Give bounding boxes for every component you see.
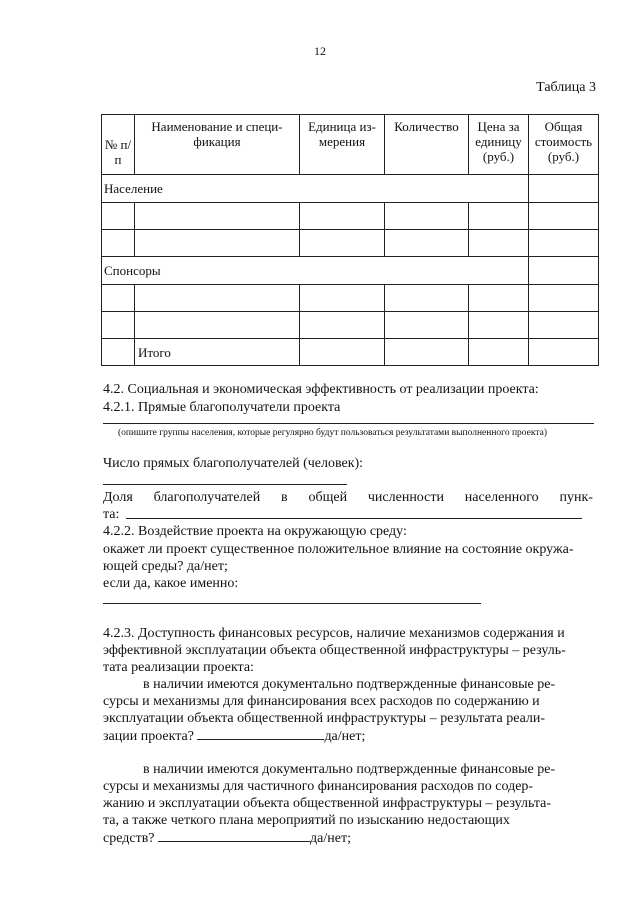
option2-line2: сурсы и механизмы для частичного финансирования расходов по содер- bbox=[103, 779, 534, 794]
env-question-line2: ющей среды? да/нет; bbox=[103, 559, 228, 574]
section-row-sponsors bbox=[102, 257, 599, 285]
option1-line3: эксплуатации объекта общественной инфраструктуры – результата реали- bbox=[103, 711, 546, 726]
table-cell bbox=[529, 175, 599, 203]
share-word: пунк- bbox=[559, 490, 593, 505]
answer-line-beneficiaries[interactable] bbox=[103, 423, 594, 424]
share-word: Доля bbox=[103, 490, 133, 505]
table-row bbox=[102, 312, 599, 339]
table-cell bbox=[469, 312, 529, 339]
table-cell bbox=[529, 339, 599, 366]
table-cell bbox=[102, 203, 135, 230]
table-cell bbox=[135, 203, 300, 230]
table-header-row bbox=[102, 115, 599, 175]
option1-line2: сурсы и механизмы для финансирования всех расходов по содержанию и bbox=[103, 694, 540, 709]
section-4-2-2-heading: 4.2.2. Воздействие проекта на окружающую среду: bbox=[103, 524, 407, 539]
answer-line-share[interactable] bbox=[126, 518, 582, 519]
table-cell bbox=[529, 203, 599, 230]
section-4-2-3-line1: 4.2.3. Доступность финансовых ресурсов, наличие механизмов содержания и bbox=[103, 626, 565, 641]
option1-question: зации проекта? bbox=[103, 729, 194, 744]
table-cell bbox=[300, 203, 385, 230]
table-row bbox=[102, 285, 599, 312]
section-4-2-1-heading: 4.2.1. Прямые благополучатели проекта bbox=[103, 400, 341, 415]
share-label-end: та: bbox=[103, 507, 120, 522]
table-cell bbox=[385, 230, 469, 257]
table-cell bbox=[102, 285, 135, 312]
share-word: населенного bbox=[464, 490, 539, 505]
table-cell bbox=[385, 285, 469, 312]
header-number: № п/п bbox=[102, 115, 135, 175]
table-cell bbox=[529, 257, 599, 285]
table-cell bbox=[135, 285, 300, 312]
env-question-line3: если да, какое именно: bbox=[103, 576, 239, 591]
share-word: численности bbox=[367, 490, 444, 505]
option1-question-line bbox=[103, 727, 365, 745]
table-cell bbox=[469, 230, 529, 257]
total-label: Итого bbox=[135, 339, 300, 366]
share-word: общей bbox=[308, 490, 348, 505]
table-cell bbox=[385, 203, 469, 230]
table-cell bbox=[135, 312, 300, 339]
header-unit-price: Цена за единицу (руб.) bbox=[469, 115, 529, 175]
table-cell bbox=[102, 312, 135, 339]
answer-line-option2[interactable] bbox=[158, 829, 310, 842]
table-cell bbox=[385, 312, 469, 339]
answer-line-option1[interactable] bbox=[197, 727, 324, 740]
option2-line3: жанию и эксплуатации объекта общественной инфраструктуры – результа- bbox=[103, 796, 552, 811]
env-question-line1: окажет ли проект существенное положительное влияние на состояние окружа- bbox=[103, 542, 574, 557]
table-cell bbox=[102, 230, 135, 257]
table-cell bbox=[469, 285, 529, 312]
section-4-2-3-line3: тата реализации проекта: bbox=[103, 660, 254, 675]
share-label-line bbox=[103, 489, 593, 506]
answer-line-env[interactable] bbox=[103, 603, 481, 604]
table-cell bbox=[529, 285, 599, 312]
answer-line-count[interactable] bbox=[103, 484, 347, 485]
table-cell bbox=[300, 312, 385, 339]
option2-line1: в наличии имеются документально подтвержденные финансовые ре- bbox=[143, 762, 556, 777]
header-quantity: Количество bbox=[385, 115, 469, 175]
table-cell bbox=[529, 312, 599, 339]
header-unit: Единица из-мерения bbox=[300, 115, 385, 175]
table-cell bbox=[135, 230, 300, 257]
page-number: 12 bbox=[314, 44, 326, 58]
section-4-2-heading: 4.2. Социальная и экономическая эффективность от реализации проекта: bbox=[103, 382, 539, 397]
table-cell bbox=[300, 230, 385, 257]
option2-question: средств? bbox=[103, 831, 155, 846]
option1-line1: в наличии имеются документально подтвержденные финансовые ре- bbox=[143, 677, 556, 692]
table-row bbox=[102, 230, 599, 257]
budget-table bbox=[101, 114, 599, 366]
table-cell bbox=[300, 285, 385, 312]
table-cell bbox=[529, 230, 599, 257]
option2-answer: да/нет; bbox=[310, 831, 351, 846]
direct-beneficiaries-count-label: Число прямых благополучателей (человек): bbox=[103, 456, 364, 471]
section-label-sponsors: Спонсоры bbox=[102, 257, 529, 285]
header-total-cost: Общая стоимость (руб.) bbox=[529, 115, 599, 175]
section-4-2-3-line2: эффективной эксплуатации объекта общественной инфраструктуры – резуль- bbox=[103, 643, 566, 658]
table-cell bbox=[469, 203, 529, 230]
option2-question-line bbox=[103, 829, 351, 847]
table-cell bbox=[300, 339, 385, 366]
table-title: Таблица 3 bbox=[536, 80, 596, 95]
beneficiaries-hint: (опишите группы населения, которые регулярно будут пользоваться результатами выполненного проекта) bbox=[118, 428, 548, 438]
header-name: Наименование и специ-фикация bbox=[135, 115, 300, 175]
total-row bbox=[102, 339, 599, 366]
share-word: благополучателей bbox=[153, 490, 261, 505]
table-cell bbox=[385, 339, 469, 366]
option1-answer: да/нет; bbox=[324, 729, 366, 744]
share-word: в bbox=[281, 490, 288, 505]
table-row bbox=[102, 203, 599, 230]
table-cell bbox=[102, 339, 135, 366]
section-label-population: Население bbox=[102, 175, 529, 203]
table-cell bbox=[469, 339, 529, 366]
section-row-population bbox=[102, 175, 599, 203]
option2-line4: та, а также четкого плана мероприятий по изысканию недостающих bbox=[103, 813, 510, 828]
